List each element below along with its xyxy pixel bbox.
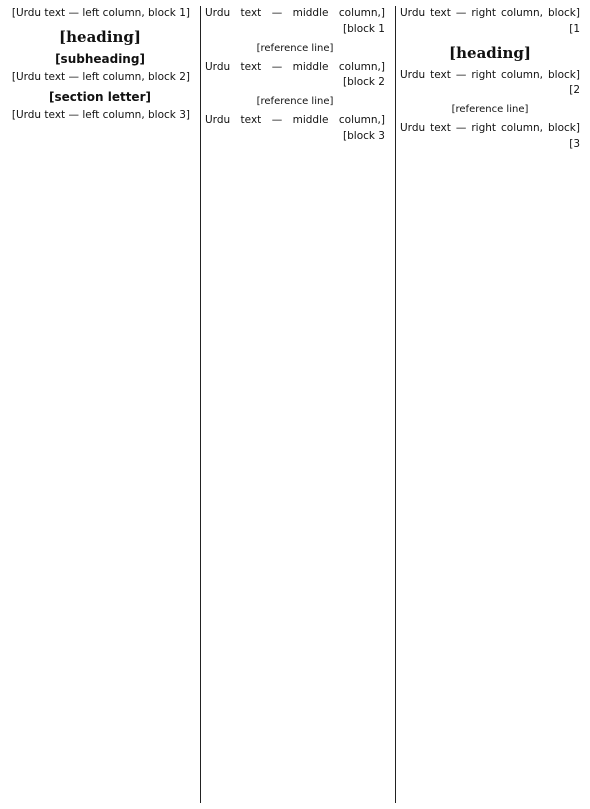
col-left-para-0: [Urdu text — left column, block 1] (11, 7, 190, 19)
col-left-subhead-4: [section letter] (49, 89, 151, 104)
col-left-para-5: [Urdu text — left column, block 3] (11, 108, 190, 121)
col-middle-para-0: [Urdu text — middle column, block 1] (205, 7, 385, 35)
col-right-para-2: [Urdu text — right column, block 2] (400, 68, 580, 97)
column-left (6, 6, 194, 803)
col-middle-ref-1: [reference line] (256, 42, 334, 54)
col-left-para-3: [Urdu text — left column, block 2] (11, 70, 190, 83)
col-middle-para-2: [Urdu text — middle column, block 2] (205, 60, 385, 89)
col-right-ref-3: [reference line] (451, 104, 529, 115)
col-right-para-4: [Urdu text — right column, block 3] (400, 122, 580, 150)
col-middle-para-4: [Urdu text — middle column, block 3] (205, 114, 385, 142)
col-left-subhead-2: [subheading] (55, 51, 145, 66)
column-right (395, 6, 584, 803)
col-middle-ref-3: [reference line] (256, 96, 334, 107)
col-left-heading-1: [heading] (59, 27, 141, 46)
column-middle (200, 6, 389, 803)
col-right-para-0: [Urdu text — right column, block 1] (400, 7, 580, 35)
col-right-heading-1: [heading] (449, 43, 531, 62)
